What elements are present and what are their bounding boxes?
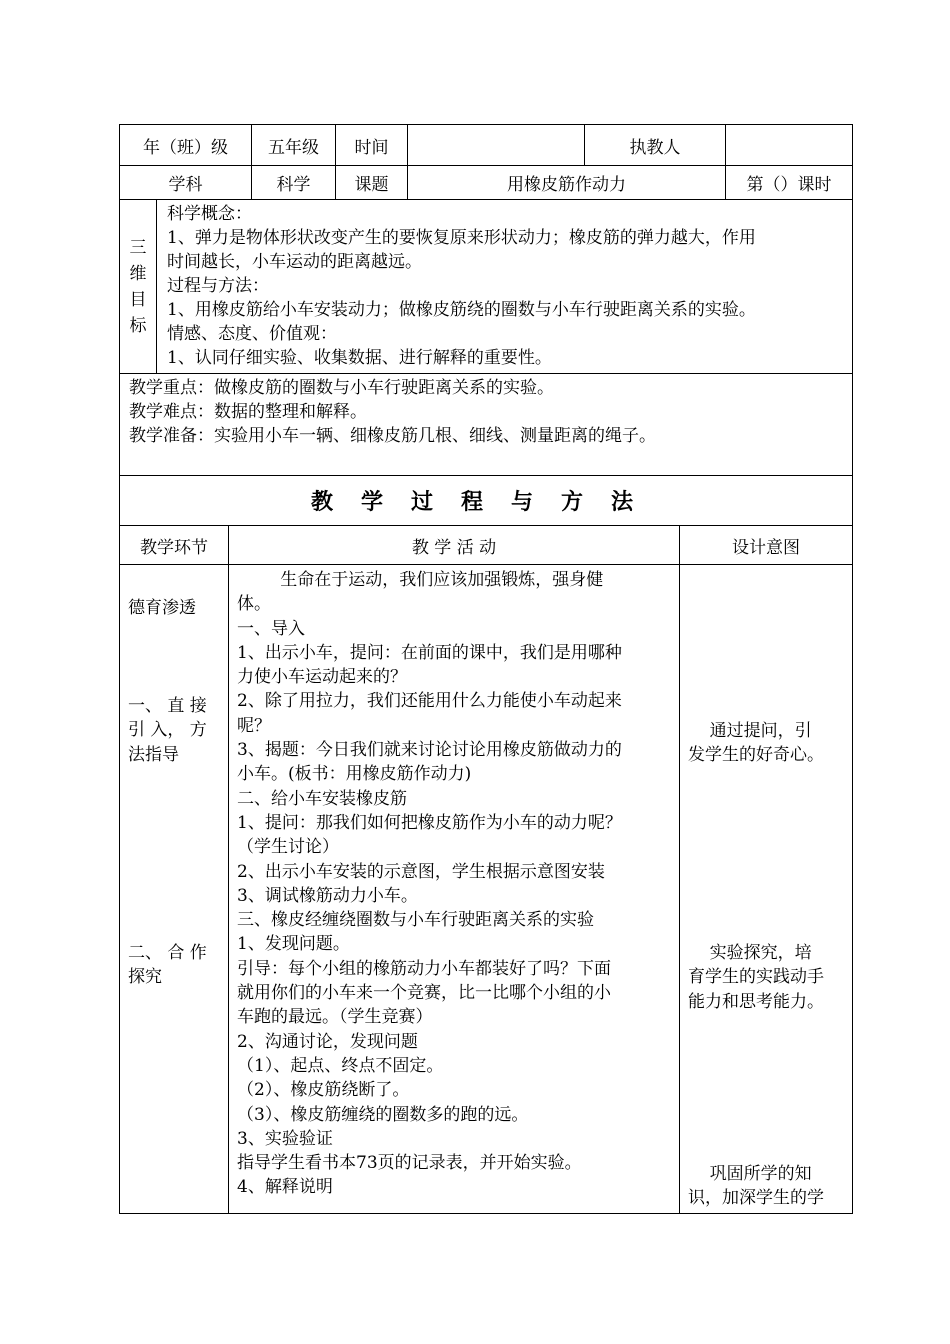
subject-label: 学科	[119, 165, 252, 200]
activity-line: 1、发现问题。	[237, 934, 350, 955]
activity-line: （1）、起点、终点不固定。	[237, 1055, 444, 1076]
grade-value: 五年级	[251, 124, 336, 166]
column-stage: 教学环节	[119, 525, 229, 565]
activity-line: 呢？	[237, 715, 271, 736]
grade-label: 年（班）级	[119, 124, 252, 166]
activity-line: 三、橡皮经缠绕圈数与小车行驶距离关系的实验	[237, 910, 594, 931]
activity-line: （2）、橡皮筋绕断了。	[237, 1080, 410, 1101]
activity-line: 1、出示小车，提问：在前面的课中，我们是用哪种	[237, 642, 622, 663]
time-value	[407, 124, 585, 166]
subject-value: 科学	[251, 165, 336, 200]
column-activity: 教 学 活 动	[228, 525, 680, 565]
activity-line: 小车。(板书：用橡皮筋作动力)	[237, 764, 472, 785]
teacher-value	[725, 124, 853, 166]
goals-line: 1、弹力是物体形状改变产生的要恢复原来形状动力；橡皮筋的弹力越大，作用	[167, 228, 756, 248]
activity-line: 一、导入	[237, 618, 305, 639]
activity-line: 1、提问：那我们如何把橡皮筋作为小车的动力呢？	[237, 812, 622, 833]
goals-content	[156, 199, 853, 374]
activity-line: 体。	[237, 594, 271, 615]
activity-line: 2、出示小车安装的示意图，学生根据示意图安装	[237, 861, 605, 882]
goals-line: 科学概念：	[167, 204, 252, 224]
activity-line: 力使小车运动起来的？	[237, 667, 407, 688]
activity-line: 3、揭题：今日我们就来讨论讨论用橡皮筋做动力的	[237, 740, 622, 761]
key-point-preparation: 教学准备：实验用小车一辆、细橡皮筋几根、细线、测量距离的绳子。	[129, 426, 656, 446]
goals-label: 三 维 目 标	[119, 199, 157, 374]
activity-line: 4、解释说明	[237, 1177, 333, 1198]
intent-consolidate: 巩固所学的知 识，加深学生的学	[688, 1164, 824, 1209]
activity-column	[228, 564, 680, 1214]
goals-line: 时间越长，小车运动的距离越远。	[167, 252, 422, 272]
activity-line: 就用你们的小车来一个竞赛，比一比哪个小组的小	[237, 983, 611, 1004]
intent-explore: 实验探究，培 育学生的实践动手 能力和思考能力。	[688, 943, 824, 1012]
goals-line: 1、认同仔细实验、收集数据、进行解释的重要性。	[167, 348, 552, 368]
key-points	[119, 373, 853, 476]
time-label: 时间	[335, 124, 408, 166]
stage-explore: 二、 合 作 探究	[128, 943, 207, 988]
activity-line: 2、除了用拉力，我们还能用什么力能使小车动起来	[237, 691, 622, 712]
topic-value: 用橡皮筋作动力	[407, 165, 726, 200]
activity-line: 3、调试橡筋动力小车。	[237, 885, 418, 906]
activity-line: 车跑的最远。（学生竞赛）	[237, 1007, 433, 1028]
goals-line: 情感、态度、价值观：	[167, 324, 337, 344]
period-label: 第（）课时	[725, 165, 853, 200]
intent-column	[679, 564, 853, 1214]
stage-moral: 德育渗透	[128, 598, 196, 618]
stage-column	[119, 564, 229, 1214]
topic-label: 课题	[335, 165, 408, 200]
process-title: 教学过程与方法	[119, 475, 853, 526]
activity-line: 生命在于运动，我们应该加强锻炼，强身健	[237, 570, 604, 590]
activity-line: （3）、橡皮筋缠绕的圈数多的跑的远。	[237, 1104, 529, 1125]
teacher-label: 执教人	[584, 124, 726, 166]
goals-line: 过程与方法：	[167, 276, 269, 296]
activity-line: 引导：每个小组的橡筋动力小车都装好了吗？下面	[237, 958, 611, 979]
intent-intro: 通过提问，引 发学生的好奇心。	[688, 721, 824, 766]
activity-line: 二、给小车安装橡皮筋	[237, 788, 407, 809]
column-intent: 设计意图	[679, 525, 853, 565]
activity-line: 2、沟通讨论，发现问题	[237, 1031, 418, 1052]
activity-line: （学生讨论）	[237, 837, 339, 858]
key-point-focus: 教学重点：做橡皮筋的圈数与小车行驶距离关系的实验。	[129, 378, 554, 398]
activity-line: 3、实验验证	[237, 1128, 333, 1149]
goals-line: 1、用橡皮筋给小车安装动力；做橡皮筋绕的圈数与小车行驶距离关系的实验。	[167, 300, 756, 320]
stage-intro: 一、 直 接 引 入， 方 法指导	[128, 696, 207, 765]
activity-line: 指导学生看书本73页的记录表，并开始实验。	[237, 1153, 582, 1174]
key-point-difficulty: 教学难点：数据的整理和解释。	[129, 402, 367, 422]
